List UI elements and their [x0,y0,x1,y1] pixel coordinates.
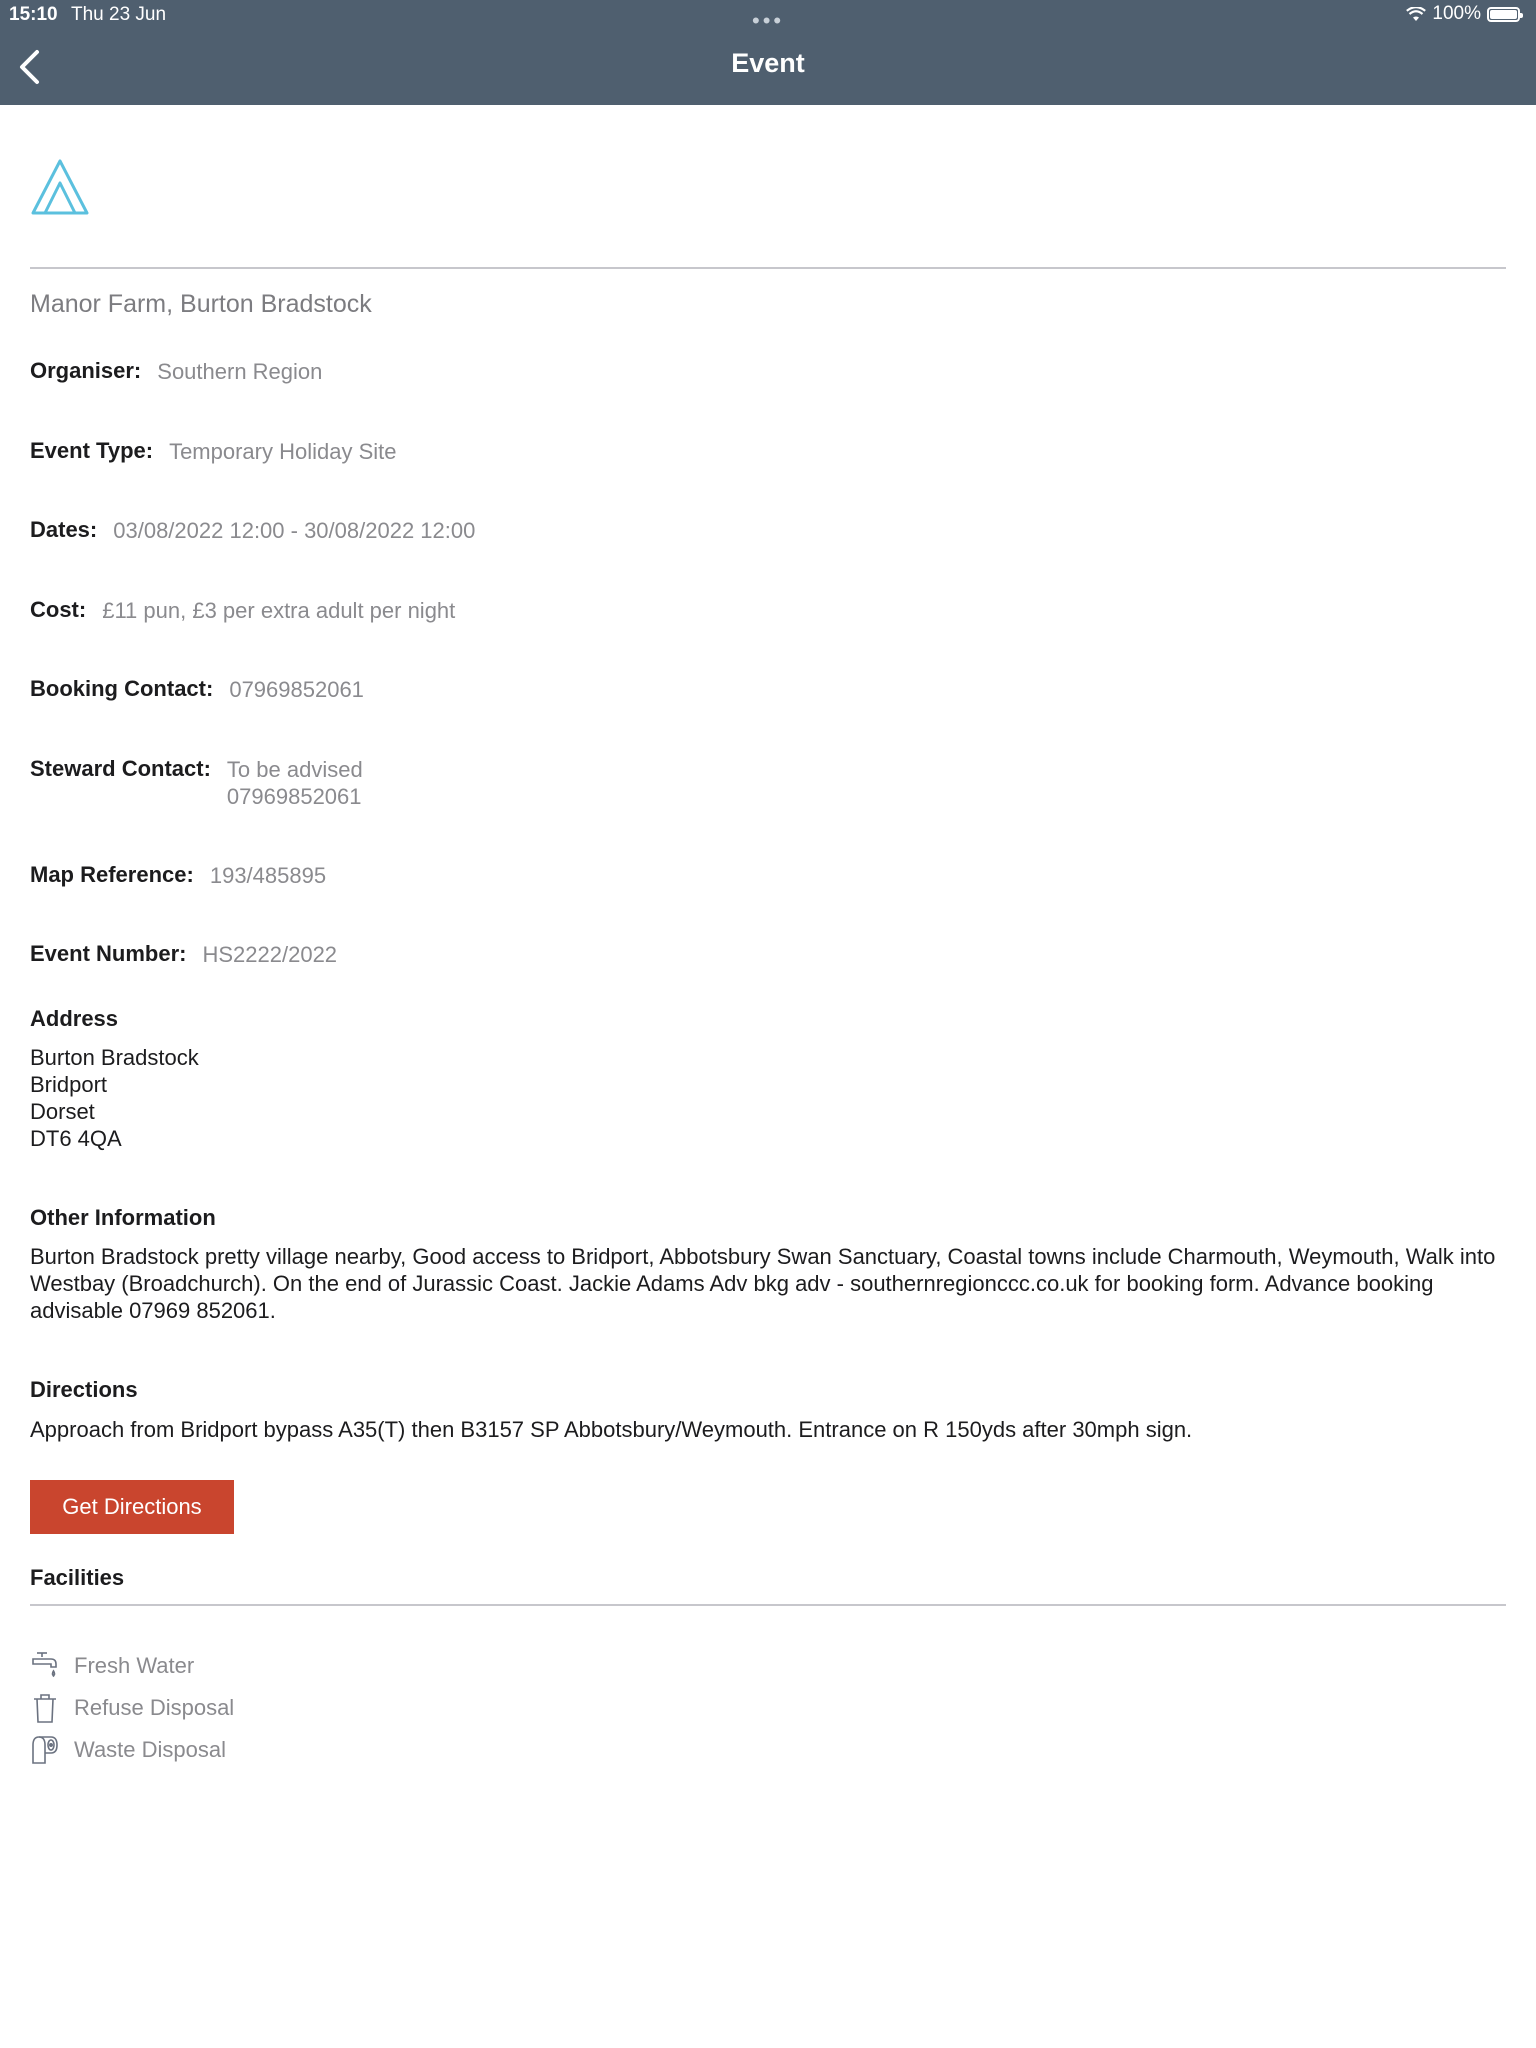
steward-name: To be advised [226,757,363,782]
facility-waste-disposal [30,1729,234,1771]
field-label: Booking Contact: [30,676,214,701]
wifi-icon [1406,7,1426,22]
field-label: Cost: [30,597,87,622]
field-label: Event Number: [30,941,187,966]
address-line: DT6 4QA [30,1126,122,1151]
facilities-list [30,1645,234,1771]
address-block [30,1044,199,1152]
field-label: Map Reference: [30,862,194,887]
directions-text: Approach from Bridport bypass A35(T) then B3157 SP Abbotsbury/Weymouth. Entrance on R 150yds after 30mph sign. [30,1417,1193,1442]
facility-label: Refuse Disposal [74,1695,235,1720]
facility-fresh-water [30,1645,234,1687]
site-name: Manor Farm, Burton Bradstock [30,290,372,318]
page-title: Event [731,48,805,78]
facility-label: Fresh Water [74,1653,195,1678]
facility-label: Waste Disposal [74,1737,227,1762]
other-info-text: Burton Bradstock pretty village nearby, Good access to Bridport, Abbotsbury Swan Sanctuary, Coastal towns include Charmouth, Weymouth, Walk into Westbay (Broadchurch). On the end of Jurassic Coast. Jackie Adams Adv bkg adv - southernregionccc.co.uk for booking form. Advance booking advisable 07969 852061. [30,1244,1496,1323]
field-map-reference [30,862,326,889]
field-event-type [30,438,397,465]
field-label: Dates: [30,517,98,542]
field-value: £11 pun, £3 per extra adult per night [102,598,456,623]
battery-icon [1487,7,1520,22]
bin-icon [30,1692,60,1724]
field-value: Southern Region [157,359,323,384]
status-date: Thu 23 Jun [71,4,167,25]
field-event-number [30,941,337,968]
get-directions-button[interactable]: Get Directions [30,1480,234,1534]
divider [30,267,1506,269]
navigation-bar [0,0,1536,105]
field-value: Temporary Holiday Site [169,439,397,464]
steward-phone[interactable]: 07969852061 [226,784,362,809]
tap-icon [30,1650,60,1682]
address-line: Burton Bradstock [30,1045,199,1070]
field-organiser [30,358,322,385]
field-label: Event Type: [30,438,154,463]
address-line: Dorset [30,1099,95,1124]
status-indicators [1406,3,1520,25]
field-value: 03/08/2022 12:00 - 30/08/2022 12:00 [113,518,476,543]
other-info-heading: Other Information [30,1205,216,1230]
directions-heading: Directions [30,1377,138,1402]
battery-percent: 100% [1432,3,1481,24]
facility-refuse-disposal [30,1687,234,1729]
field-cost [30,597,455,624]
field-value-group [227,756,363,810]
field-label: Organiser: [30,358,142,383]
address-heading: Address [30,1006,119,1031]
divider [30,1604,1506,1606]
address-line: Bridport [30,1072,108,1097]
booking-contact-phone[interactable]: 07969852061 [229,677,364,702]
field-value: 193/485895 [209,863,327,888]
status-time: 15:10 [9,4,58,25]
field-value: HS2222/2022 [202,942,338,967]
field-steward-contact [30,756,363,810]
toilet-roll-icon [30,1734,60,1766]
field-booking-contact [30,676,364,703]
tent-logo-icon [30,158,90,216]
facilities-heading: Facilities [30,1565,125,1590]
field-dates [30,517,475,544]
multitasking-dots-icon[interactable]: ••• [752,8,785,33]
field-label: Steward Contact: [30,756,211,781]
